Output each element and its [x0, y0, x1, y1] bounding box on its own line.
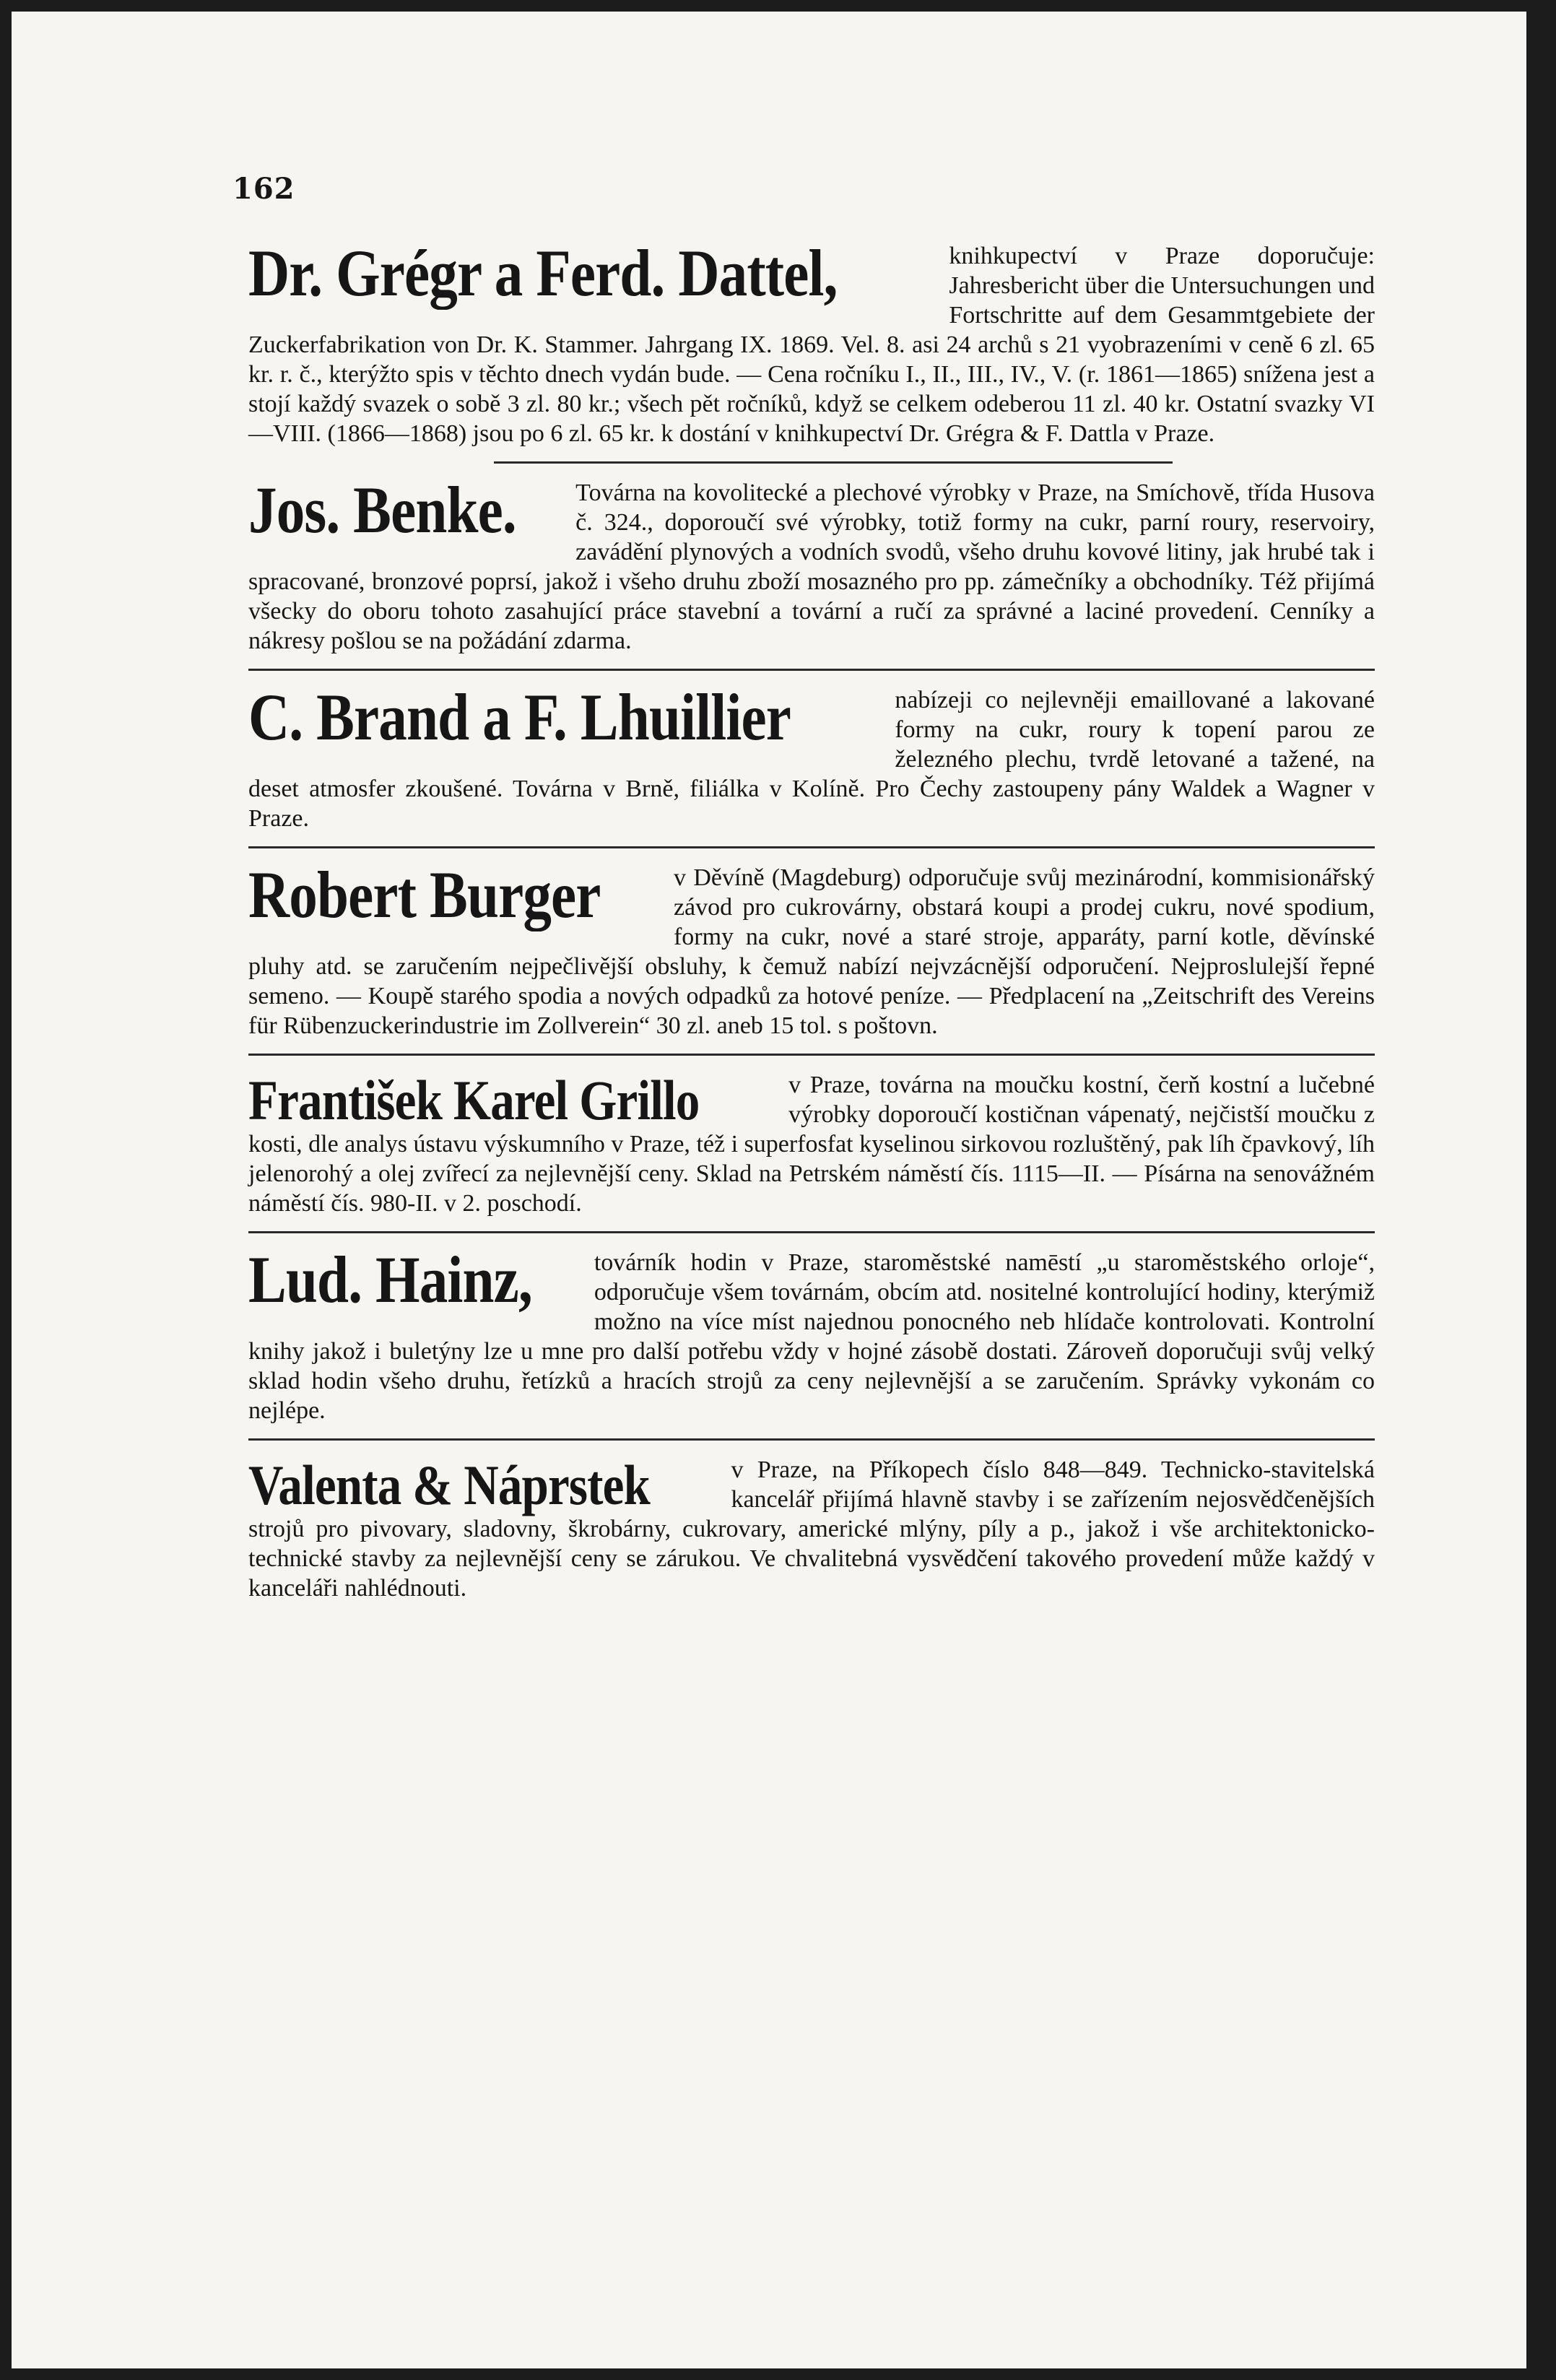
ad-text: továrník hodin v Praze, staroměstské namēstí „u staroměstského orloje“, odporučuje všem továrnám, obcím atd. nositelné kontrolující hodiny, kterýmiž možno na více míst najednou ponocného neb hlídače kontrolovati. Kontrolní knihy jakož i buletýny lze u mne pro další potřebu vždy v hojné zásobě dostati. Zároveň doporučuji svůj velký sklad hodin všeho druhu, řetízků a hracích strojů za ceny nejlevnější a se zaručením. Správky vykonám co nejlépe. [248, 1249, 1375, 1424]
ad-text: Továrna na kovolitecké a plechové výrobky v Praze, na Smíchově, třída Husova č. 324., doporoučí své výrobky, totiž formy na cukr, parní roury, reservoiry, zavádění plynových a vodních svodů, všeho druhu kovové litiny, jak hrubé tak i spracované, bronzové poprsí, jakož i všeho druhu zboží mosazného pro pp. zámečníky a obchodníky. Též přijímá všecky do oboru tohoto zasahující práce stavební a tovární a ručí za správné a laciné provedení. Cenníky a nákresy pošlou se na požádání zdarma. [248, 479, 1375, 654]
ad-text: knihkupectví v Praze doporučuje: Jahresbericht über die Untersuchungen und Fortschritte auf dem Gesammtgebiete der Zuckerfabrikation von Dr. K. Stammer. Jahrgang IX. 1869. Vel. 8. asi 24 archů s 21 vyobrazeními v ceně 6 zl. 65 kr. r. č., kterýžto spis v těchto dnech vydán bude. — Cena ročníku I., II., III., IV., V. (r. 1861—1865) snížena jest a stojí každý svazek o sobě 3 zl. 80 kr.; všech pět ročníků, když se celkem odeberou 11 zl. 40 kr. Ostatní svazky VI—VIII. (1866—1868) jsou po 6 zl. 65 kr. k dostání v knihkupectví Dr. Grégra & F. Dattla v Praze. [248, 243, 1375, 447]
ad-brand-lhuillier [248, 680, 1375, 833]
ad-lud-hainz [248, 1243, 1375, 1425]
ad-benke [248, 473, 1375, 656]
ad-text: v Děvíně (Magdeburg) odporučuje svůj mezinárodní, kommisionářský závod pro cukrovárny, obstará koupi a prodej cukru, nové spodium, formy na cukr, nové a staré stroje, apparáty, parní kotle, děvínské pluhy atd. se zaručením nejpečlivější obsluhy, k čemuž nabízí nejvzácnější odporučení. Nejproslulejší řepné semeno. — Koupě starého spodia a nových odpadků za hotové peníze. — Předplacení na „Zeitschrift des Vereins für Rübenzuckerindustrie im Zollverein“ 30 zl. aneb 15 tol. s poštovn. [248, 864, 1375, 1039]
ad-heading: Dr. Grégr a Ferd. Dattel, [248, 236, 838, 310]
ad-text: v Praze, továrna na moučku kostní, čerň kostní a lučebné výrobky doporoučí kostičnan vápenatý, nejčistší moučku z kosti, dle analys ústavu výskumního v Praze, též i superfosfat kyselinou sirkovou rozluštěný, pak líh čpavkový, líh jelenorohý a olej zvířecí za nejlevnější ceny. Sklad na Petrském náměstí čís. 1115—II. — Písárna na senovážném náměstí čís. 980-II. v 2. poschodí. [248, 1072, 1375, 1217]
ad-valenta-naprstek [248, 1455, 1375, 1603]
ad-heading: C. Brand a F. Lhuillier [248, 680, 791, 754]
ad-frantisek-grillo [248, 1070, 1375, 1218]
ad-gregr-dattel [248, 236, 1375, 448]
ad-text: v Praze, na Příkopech číslo 848—849. Technicko-stavitelská kancelář přijímá hlavně stavby i se zařízením nejosvědčenějších strojů pro pivovary, sladovny, škrobárny, cukrovary, americké mlýny, píly a p., jakož i vše architektonicko-technické stavby za nejlevnější ceny se zárukou. Ve chvalitebná vysvědčení takového provedení může každý v kanceláři nahlédnouti. [248, 1456, 1375, 1602]
ad-heading: Valenta & Náprstek [248, 1454, 650, 1516]
document-page [12, 12, 1526, 2368]
ad-heading: Jos. Benke. [248, 473, 516, 547]
ad-heading: Robert Burger [248, 858, 601, 931]
ad-heading: Lud. Hainz, [248, 1243, 532, 1316]
advertisement-column [248, 236, 1375, 1603]
page-number: 162 [232, 172, 295, 206]
divider [248, 1054, 1375, 1056]
divider [248, 669, 1375, 671]
divider [248, 1231, 1375, 1233]
ad-robert-burger [248, 858, 1375, 1041]
divider [494, 461, 1173, 464]
ad-text: nabízeji co nejlevněji emaillované a lakované formy na cukr, roury k topení parou ze železného plechu, tvrdě letované a tažené, na deset atmosfer zkoušené. Továrna v Brně, filiálka v Kolíně. Pro Čechy zastoupeny pány Waldek a Wagner v Praze. [248, 687, 1375, 832]
ad-heading: František Karel Grillo [248, 1069, 700, 1132]
divider [248, 846, 1375, 848]
divider [248, 1438, 1375, 1441]
